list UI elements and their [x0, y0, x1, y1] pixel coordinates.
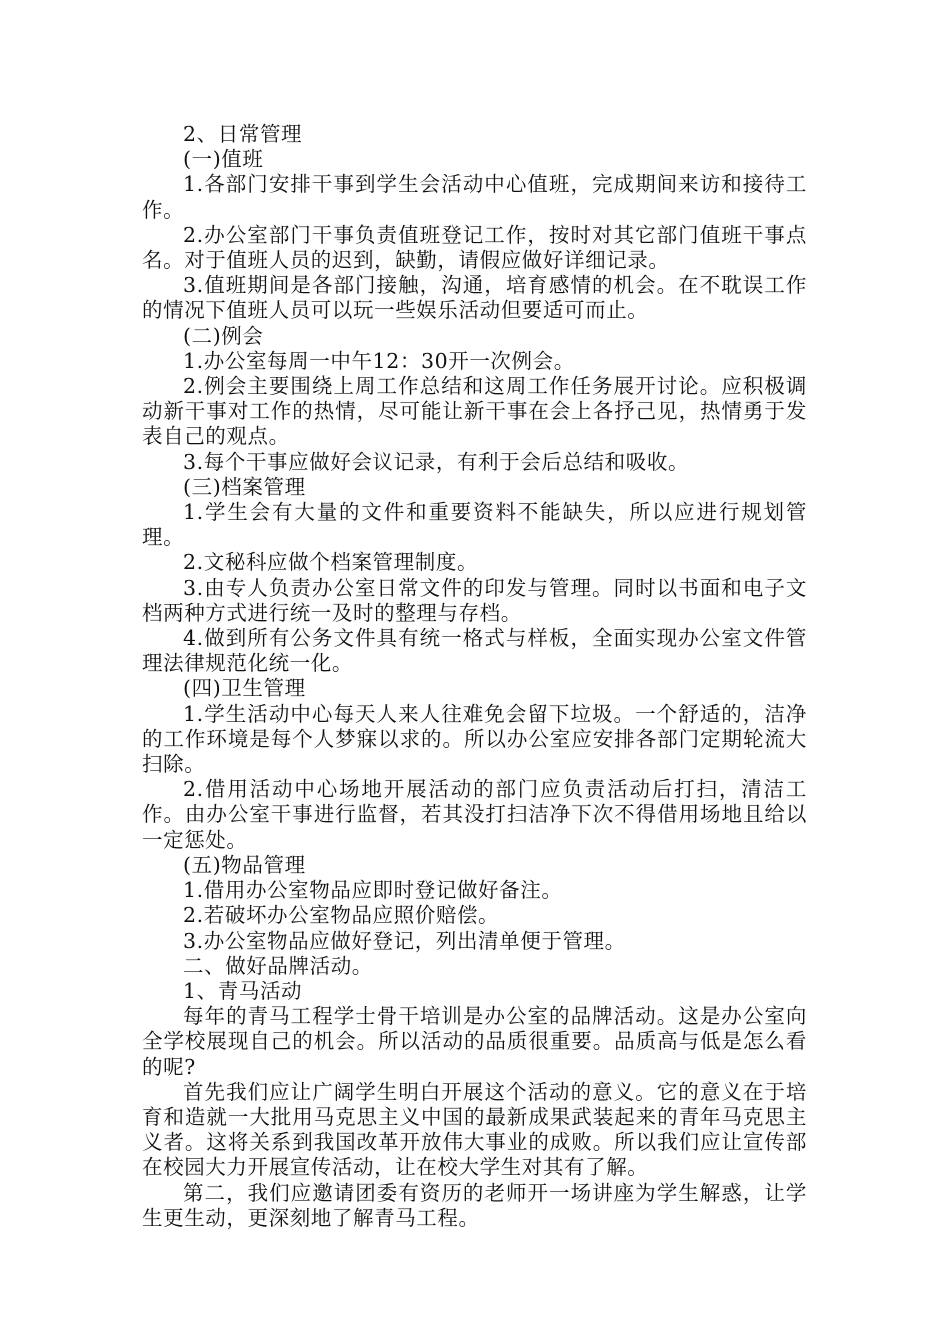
paragraph: 3.办公室物品应做好登记，列出清单便于管理。 — [183, 928, 626, 953]
paragraph: 1.学生活动中心每天人来人往难免会留下垃圾。一个舒适的，洁净的工作环境是每个人梦寐以求的。所以办公室应安排各部门定期轮流大扫除。 — [142, 701, 807, 777]
paragraph: 2.例会主要围绕上周工作总结和这周工作任务展开讨论。应积极调动新干事对工作的热情，尽可能让新干事在会上各抒己见，热情勇于发表自己的观点。 — [142, 374, 807, 449]
paragraph: 1.借用办公室物品应即时登记做好备注。 — [183, 878, 563, 903]
subsection-heading-meeting: (二)例会 — [183, 323, 264, 348]
subsection-heading-duty: (一)值班 — [183, 147, 264, 172]
paragraph: 3.值班期间是各部门接触，沟通，培育感情的机会。在不耽误工作的情况下值班人员可以玩一些娱乐活动但要适可而止。 — [142, 273, 807, 323]
paragraph: 2.借用活动中心场地开展活动的部门应负责活动后打扫，清洁工作。由办公室干事进行监督，若其没打扫洁净下次不得借用场地且给以一定惩处。 — [142, 777, 807, 852]
paragraph: 3.由专人负责办公室日常文件的印发与管理。同时以书面和电子文档两种方式进行统一及时的整理与存档。 — [142, 575, 807, 625]
paragraph: 2.若破坏办公室物品应照价赔偿。 — [183, 903, 500, 928]
paragraph: 第二，我们应邀请团委有资历的老师开一场讲座为学生解惑，让学生更生动，更深刻地了解青马工程。 — [142, 1180, 807, 1230]
paragraph: 每年的青马工程学士骨干培训是办公室的品牌活动。这是办公室向全学校展现自己的机会。所以活动的品质很重要。品质高与低是怎么看的呢? — [142, 1004, 807, 1079]
subsection-heading-hygiene: (四)卫生管理 — [183, 676, 306, 701]
subsection-heading-qingma: 1、青马活动 — [183, 978, 303, 1003]
section-heading-brand-activities: 二、做好品牌活动。 — [183, 953, 373, 978]
paragraph: 3.每个干事应做好会议记录，有利于会后总结和吸收。 — [183, 449, 690, 474]
paragraph: 首先我们应让广阔学生明白开展这个活动的意义。它的意义在于培育和造就一大批用马克思主义中国的最新成果武装起来的青年马克思主义者。这将关系到我国改革开放伟大事业的成败。所以我们应让宣传部在校园大力开展宣传活动，让在校大学生对其有了解。 — [142, 1079, 807, 1180]
subsection-heading-archives: (三)档案管理 — [183, 474, 306, 499]
paragraph: 1.学生会有大量的文件和重要资料不能缺失，所以应进行规划管理。 — [142, 500, 807, 550]
paragraph: 2.办公室部门干事负责值班登记工作，按时对其它部门值班干事点名。对于值班人员的迟到，缺勤，请假应做好详细记录。 — [142, 222, 807, 273]
document-body — [142, 122, 807, 1231]
paragraph: 4.做到所有公务文件具有统一格式与样板，全面实现办公室文件管理法律规范化统一化。 — [142, 626, 807, 676]
paragraph: 1.办公室每周一中午12：30开一次例会。 — [183, 348, 575, 373]
paragraph: 1.各部门安排干事到学生会活动中心值班，完成期间来访和接待工作。 — [142, 172, 807, 222]
subsection-heading-items: (五)物品管理 — [183, 852, 306, 877]
section-heading-daily-management: 2、日常管理 — [183, 122, 303, 146]
paragraph: 2.文秘科应做个档案管理制度。 — [183, 550, 479, 575]
